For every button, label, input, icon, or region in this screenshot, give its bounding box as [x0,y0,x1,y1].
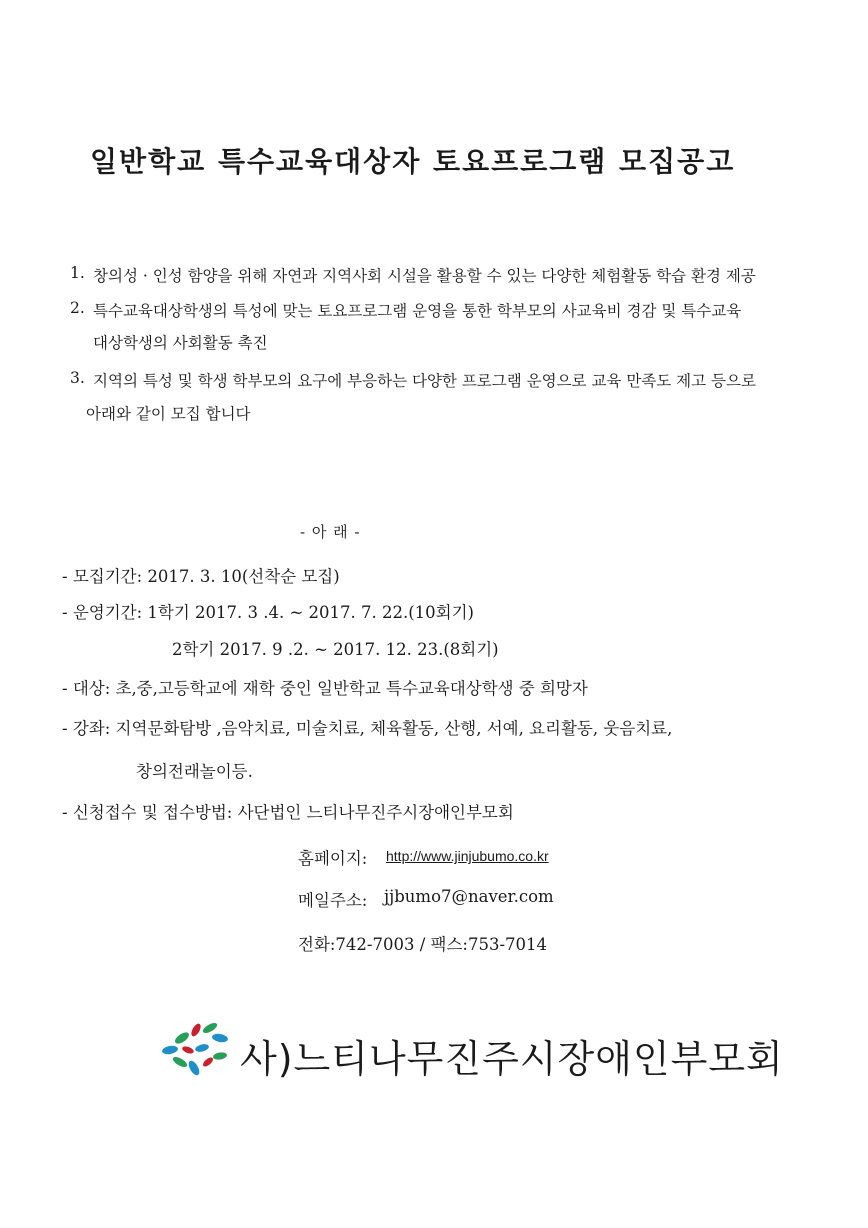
page-title: 일반학교 특수교육대상자 토요프로그램 모집공고 [90,145,736,178]
phone-fax: 전화:742-7003 / 팩스:753-7014 [298,935,548,954]
purpose-item-3-number: 3. [70,369,85,387]
purpose-item-1-text: 창의성 · 인성 함양을 위해 자연과 지역사회 시설을 활용할 수 있는 다양한 체험활동 학습 환경 제공 [93,267,756,285]
courses-cont: 창의전래놀이등. [136,762,253,781]
operation-period-second: 2학기 2017. 9 .2. ~ 2017. 12. 23.(8회기) [172,640,499,659]
email-address: jjbumo7@naver.com [384,887,554,906]
notice-heading: - 아 래 - [300,523,361,541]
homepage-label: 홈페이지: [298,849,368,868]
purpose-item-2-number: 2. [70,299,85,317]
apply-method: - 신청접수 및 접수방법: 사단법인 느티나무진주시장애인부모회 [62,803,514,822]
org-name: 사)느티나무진주시장애인부모회 [240,1037,784,1081]
purpose-item-2-text-cont: 대상학생의 사회활동 촉진 [93,334,268,352]
target: - 대상: 초,중,고등학교에 재학 중인 일반학교 특수교육대상학생 중 희망자 [62,679,588,698]
purpose-item-2-text: 특수교육대상학생의 특성에 맞는 토요프로그램 운영을 통한 학부모의 사교육비 경감 및 특수교육 [93,302,742,320]
leaf-wreath-icon [158,1018,242,1082]
purpose-item-1-number: 1. [70,264,85,282]
purpose-item-3-text: 지역의 특성 및 학생 학부모의 요구에 부응하는 다양한 프로그램 운영으로 교육 만족도 제고 등으로 [93,372,756,390]
recruit-period: - 모집기간: 2017. 3. 10(선착순 모집) [62,567,340,586]
homepage-link[interactable]: http://www.jinjubumo.co.kr [386,848,549,864]
purpose-item-3-text-cont: 아래와 같이 모집 합니다 [86,405,251,423]
operation-period: - 운영기간: 1학기 2017. 3 .4. ~ 2017. 7. 22.(10회기) [62,603,474,622]
email-label: 메일주소: [298,891,368,910]
courses: - 강좌: 지역문화탐방 ,음악치료, 미술치료, 체육활동, 산행, 서예, 요리활동, 웃음치료, [62,719,673,738]
